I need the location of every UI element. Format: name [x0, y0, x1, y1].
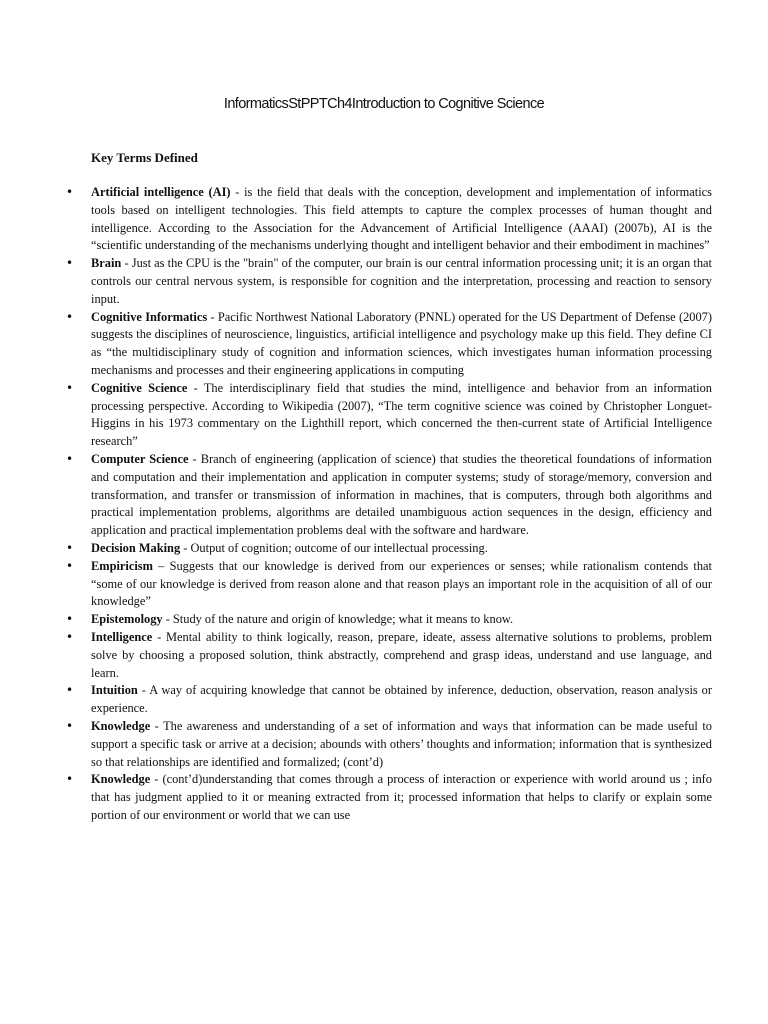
- bullet-icon: •: [66, 558, 74, 573]
- bullet-icon: •: [66, 772, 74, 787]
- term-name: Knowledge: [91, 772, 151, 787]
- term-item: [66, 558, 712, 611]
- term-definition: - is the field that deals with the conception, development and implementation of informatics tools based on intelligent technologies. This field attempts to capture the complex processes of human thought and intelligence. According to the Association for the Advancement of Artificial Intelligence (AAAI) (2007b), AI is the “scientific understanding of the mechanisms underlying thought and intelligent behavior and their embodiment in machines”: [91, 185, 712, 253]
- term-item: [66, 629, 712, 682]
- document-title: InformaticsStPPTCh4Introduction to Cognitive Science: [223, 96, 545, 112]
- term-name: Intelligence: [91, 629, 153, 644]
- term-name: Decision Making: [91, 540, 181, 555]
- term-definition: - Study of the nature and origin of knowledge; what it means to know.: [162, 612, 514, 627]
- term-item: [66, 540, 712, 558]
- term-definition: – Suggests that our knowledge is derived from our experiences or senses; while rationalism contends that “some of our knowledge is derived from reason alone and that reason plays an important role in the acquisition of all of our knowledge”: [91, 558, 712, 609]
- term-item: [66, 451, 712, 540]
- bullet-icon: •: [66, 185, 74, 199]
- term-definition: - The interdisciplinary field that studies the mind, intelligence and behavior from an information processing perspective. According to Wikipedia (2007), “The term cognitive science was coined by Christopher Longuet-Higgins in his 1973 commentary on the Lighthill report, which concerned the then-current state of Artificial Intelligence research”: [91, 380, 713, 449]
- bullet-icon: •: [66, 718, 74, 733]
- term-item: [66, 611, 712, 629]
- term-name: Cognitive Informatics: [91, 309, 208, 324]
- term-item: [66, 255, 712, 308]
- term-definition: - Pacific Northwest National Laboratory (PNNL) operated for the US Department of Defense (2007) suggests the disciplines of neuroscience, linguistics, artificial intelligence and psychology make up this field. They define CI as “the multidisciplinary study of cognition and information sciences, which investigates human information processing mechanisms and processes and their engineering applications in computing: [91, 309, 712, 377]
- bullet-icon: •: [66, 380, 74, 395]
- term-item: [66, 682, 712, 718]
- bullet-icon: •: [66, 451, 74, 466]
- term-name: Computer Science: [91, 451, 189, 466]
- term-name: Intuition: [91, 683, 138, 698]
- term-definition: - Output of cognition; outcome of our intellectual processing.: [180, 540, 488, 555]
- term-name: Empiricism: [91, 558, 153, 573]
- term-definition: - (cont’d)understanding that comes through a process of interaction or experience with world around us ; info that has judgment applied to it or meaning extracted from it; processed information that helps to clarify or explain some portion of our environment or world that we can use: [91, 772, 712, 822]
- term-name: Brain: [91, 256, 122, 271]
- term-item: [66, 184, 712, 255]
- term-definition: - A way of acquiring knowledge that cannot be obtained by inference, deduction, observation, reason analysis or experience.: [91, 683, 712, 716]
- bullet-icon: •: [66, 309, 74, 324]
- bullet-icon: •: [66, 612, 74, 627]
- key-terms-list: [66, 184, 712, 825]
- bullet-icon: •: [66, 256, 74, 271]
- term-definition: - The awareness and understanding of a set of information and ways that information can be made useful to support a specific task or arrive at a decision; abounds with others’ thoughts and information; information that is synthesized so that relationships are identified and formalized; (cont’d): [91, 718, 712, 769]
- term-item: [66, 309, 712, 380]
- term-item: [66, 380, 712, 451]
- bullet-icon: •: [66, 629, 74, 644]
- bullet-icon: •: [66, 683, 74, 698]
- term-definition: - Mental ability to think logically, reason, prepare, ideate, assess alternative solutions to problems, problem solve by choosing a proposed solution, think abstractly, comprehend and grasp ideas, understand and use language, and learn.: [91, 629, 712, 680]
- section-heading: Key Terms Defined: [91, 150, 198, 165]
- term-name: Artificial intelligence (AI): [91, 185, 231, 199]
- term-name: Cognitive Science: [91, 380, 188, 395]
- term-name: Knowledge: [91, 718, 151, 733]
- term-definition: - Just as the CPU is the "brain" of the computer, our brain is our central information processing unit; it is an organ that controls our central nervous system, is responsible for cognition and the interpretation, processing and reaction to sensory input.: [91, 256, 712, 306]
- term-name: Epistemology: [91, 612, 163, 627]
- term-item: [66, 771, 712, 824]
- term-definition: - Branch of engineering (application of science) that studies the theoretical foundations of information and computation and their implementation and application in computer systems; study of storage/memory, conversion and transformation, and transfer or transmission of information in machines, that is computers, through both algorithms and practical implementation problems, algorithms are detailed unambiguous action sequences in the design, efficiency and application and practical implementation problems deal with the software and hardware.: [91, 451, 712, 538]
- bullet-icon: •: [66, 540, 74, 555]
- term-item: [66, 718, 712, 771]
